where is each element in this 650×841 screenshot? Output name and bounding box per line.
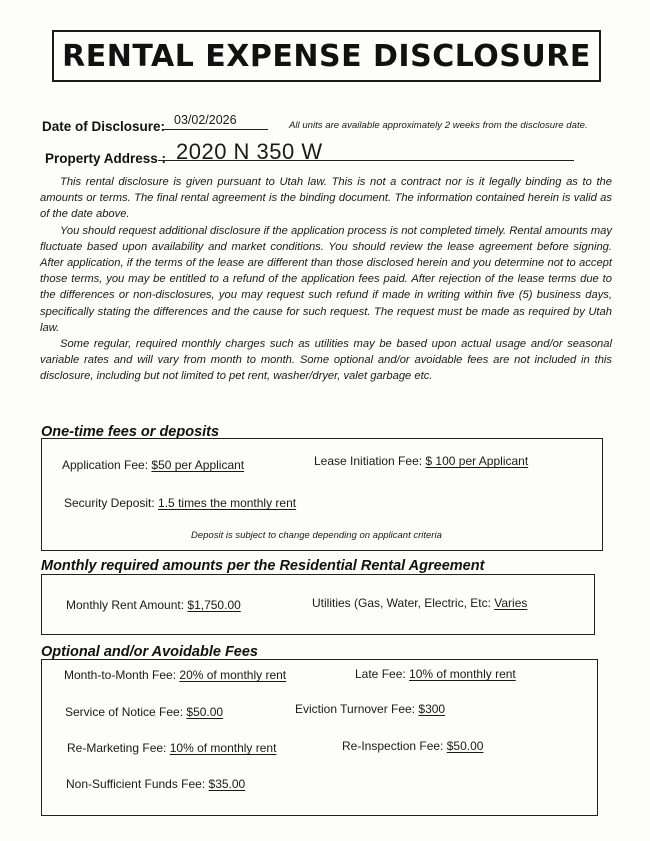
re-marketing-fee — [67, 741, 276, 755]
utilities — [312, 596, 527, 610]
eviction-turnover-fee-label: Eviction Turnover Fee: — [295, 702, 416, 716]
address-value: 2020 N 350 W — [176, 139, 323, 164]
nsf-fee-value: $35.00 — [208, 777, 246, 791]
disclosure-paragraph: You should request additional disclosure if the application process is not completed timely. Rental amounts may fluctuate based upon availability and market conditions. You should review the lease agreement before signing. After application, if the terms of the lease are different than those disclosed herein and you determine not to accept those terms, you may be entitled to a refund of the application fees paid. After rejection of the lease terms due to the differences or non-disclosures, you may request such refund if made in writing within five (5) business days, specifically stating the differences and the cause for such request. The request must be made as required by Utah law. — [40, 224, 612, 334]
monthly-rent-value: $1,750.00 — [187, 598, 241, 612]
service-of-notice-fee-label: Service of Notice Fee: — [65, 705, 184, 719]
monthly-heading: Monthly required amounts per the Residential Rental Agreement — [41, 558, 485, 574]
application-fee — [62, 458, 244, 472]
disclosure-paragraph: Some regular, required monthly charges such as utilities may be based upon actual usage and/or seasonal variable rates and will vary from month to month. Some optional and/or avoidable fees are not included in this disclosure, including but not limited to pet rent, washer/dryer, valet garbage etc. — [40, 338, 612, 383]
month-to-month-fee-label: Month-to-Month Fee: — [64, 668, 177, 682]
availability-note: All units are available approximately 2 weeks from the disclosure date. — [289, 120, 588, 131]
lease-initiation-fee-value: $ 100 per Applicant — [425, 454, 529, 468]
re-inspection-fee — [342, 739, 483, 753]
monthly-rent — [66, 598, 241, 612]
late-fee-value: 10% of monthly rent — [409, 667, 516, 681]
eviction-turnover-fee — [295, 702, 445, 716]
deposit-note: Deposit is subject to change depending on applicant criteria — [191, 530, 442, 541]
utilities-value: Varies — [494, 596, 528, 610]
security-deposit-label: Security Deposit: — [64, 496, 155, 510]
eviction-turnover-fee-value: $300 — [418, 702, 446, 716]
date-value: 03/02/2026 — [174, 113, 237, 127]
optional-heading: Optional and/or Avoidable Fees — [41, 644, 258, 660]
late-fee — [355, 667, 516, 681]
late-fee-label: Late Fee: — [355, 667, 406, 681]
nsf-fee-label: Non-Sufficient Funds Fee: — [66, 777, 206, 791]
document-title: RENTAL EXPENSE DISCLOSURE — [62, 38, 591, 74]
disclosure-paragraph: This rental disclosure is given pursuant to Utah law. This is not a contract nor is it legally binding as to the amounts or terms. The final rental agreement is the binding document. The information contained herein is valid as of the date above. — [40, 176, 612, 221]
security-deposit-value: 1.5 times the monthly rent — [158, 496, 297, 510]
application-fee-value: $50 per Applicant — [151, 458, 245, 472]
security-deposit — [64, 496, 296, 510]
title-box — [52, 30, 601, 82]
monthly-box — [41, 574, 595, 635]
utilities-label: Utilities (Gas, Water, Electric, Etc: — [312, 596, 491, 610]
one-time-heading: One-time fees or deposits — [41, 424, 220, 440]
address-underline — [158, 160, 574, 161]
date-label: Date of Disclosure: — [42, 119, 166, 134]
lease-initiation-fee — [314, 454, 528, 468]
re-inspection-fee-label: Re-Inspection Fee: — [342, 739, 444, 753]
disclosure-text — [40, 174, 612, 385]
date-underline — [162, 129, 268, 130]
re-inspection-fee-value: $50.00 — [446, 739, 484, 753]
one-time-box — [41, 438, 603, 551]
service-of-notice-fee-value: $50.00 — [186, 705, 224, 719]
service-of-notice-fee — [65, 705, 223, 719]
month-to-month-fee — [64, 668, 286, 682]
application-fee-label: Application Fee: — [62, 458, 149, 472]
nsf-fee — [66, 777, 245, 791]
lease-initiation-fee-label: Lease Initiation Fee: — [314, 454, 423, 468]
month-to-month-fee-value: 20% of monthly rent — [179, 668, 287, 682]
monthly-rent-label: Monthly Rent Amount: — [66, 598, 185, 612]
re-marketing-fee-value: 10% of monthly rent — [169, 741, 277, 755]
re-marketing-fee-label: Re-Marketing Fee: — [67, 741, 167, 755]
optional-box — [41, 659, 598, 816]
address-label: Property Address : — [45, 151, 167, 166]
